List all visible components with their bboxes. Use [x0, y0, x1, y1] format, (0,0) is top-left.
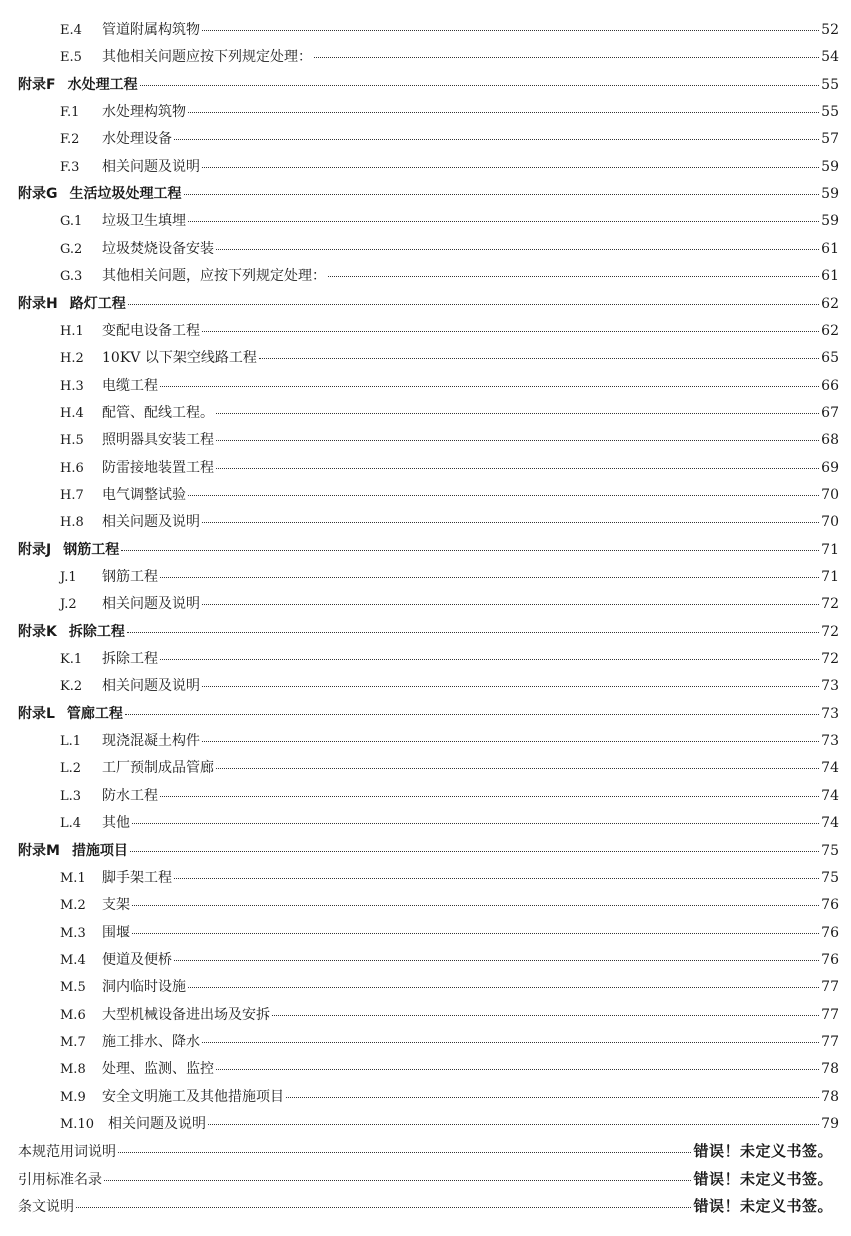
dot-leader [272, 1014, 819, 1016]
toc-section-title [60, 100, 186, 125]
toc-appendix-number: 附录K [18, 623, 57, 640]
toc-section-label: 相关问题及说明 [102, 514, 200, 531]
dot-leader [216, 467, 819, 469]
toc-section-number: M.6 [60, 1007, 86, 1023]
toc-entry[interactable] [60, 264, 839, 288]
toc-section-number: H.1 [60, 323, 84, 339]
toc-entry[interactable] [60, 45, 839, 69]
page-number: 75 [821, 842, 839, 859]
toc-section-number: G.2 [60, 241, 83, 257]
toc-section-label: 拆除工程 [102, 651, 158, 668]
toc-section-title [60, 401, 214, 426]
toc-entry[interactable] [60, 784, 839, 808]
toc-section-title [60, 374, 158, 399]
toc-section-number: H.8 [60, 515, 84, 531]
page-number: 69 [821, 459, 839, 476]
toc-entry[interactable] [60, 374, 839, 398]
toc-entry[interactable] [18, 182, 839, 206]
toc-entry[interactable] [18, 1194, 833, 1218]
toc-section-number: H.4 [60, 405, 84, 421]
dot-leader [125, 713, 819, 715]
toc-section-title [60, 1030, 200, 1055]
toc-section-label: 水处理设备 [102, 131, 172, 148]
dot-leader [216, 1068, 819, 1070]
toc-section-title [60, 1003, 270, 1028]
toc-section-number: M.4 [60, 952, 86, 968]
toc-section-title [60, 1085, 284, 1110]
toc-section-label: 配管、配线工程。 [102, 404, 214, 421]
toc-entry[interactable] [60, 209, 839, 233]
toc-entry[interactable] [18, 620, 839, 644]
toc-section-label: 防水工程 [102, 787, 158, 804]
dot-leader [188, 986, 819, 988]
page-number: 59 [821, 158, 839, 175]
toc-entry[interactable] [60, 1003, 839, 1027]
dot-leader [216, 248, 819, 250]
toc-section-title [60, 784, 158, 809]
toc-section-number: M.7 [60, 1034, 86, 1050]
toc-entry[interactable] [60, 1057, 839, 1081]
toc-section-title [60, 975, 186, 1000]
toc-section-title [60, 428, 214, 453]
toc-appendix-number: 附录M [18, 842, 60, 859]
page-number: 71 [821, 569, 839, 585]
toc-appendix-number: 附录J [18, 541, 52, 558]
toc-entry[interactable] [18, 839, 839, 863]
toc-entry[interactable] [18, 538, 839, 562]
dot-leader [188, 111, 819, 113]
page-number: 79 [821, 1116, 839, 1132]
dot-leader [127, 631, 819, 633]
page-number: 74 [821, 815, 839, 832]
page-number: 77 [821, 1006, 839, 1023]
toc-section-title [60, 921, 130, 946]
dot-leader [216, 767, 819, 769]
toc-section-number: K.1 [60, 652, 83, 668]
toc-section-number: M.8 [60, 1062, 86, 1078]
dot-leader [202, 29, 819, 31]
toc-section-label: 现浇混凝土构件 [102, 733, 200, 750]
page-number: 72 [821, 651, 839, 668]
toc-section-label: 支架 [102, 897, 130, 914]
toc-entry[interactable] [60, 237, 839, 261]
toc-section-title [60, 866, 172, 891]
toc-entry[interactable] [60, 921, 839, 945]
dot-leader [202, 740, 819, 742]
toc-appendix-number: 附录L [18, 705, 55, 722]
toc-section-number: E.5 [60, 50, 82, 66]
toc-section-number: J.2 [60, 597, 77, 613]
page-number: 62 [821, 295, 839, 312]
dot-leader [76, 1206, 691, 1208]
toc-entry[interactable] [60, 127, 839, 151]
toc-entry[interactable] [60, 811, 839, 835]
toc-section-title [60, 565, 158, 590]
page-number: 78 [821, 1088, 839, 1105]
toc-section-title [60, 456, 214, 481]
toc-appendix-label: 生活垃圾处理工程 [69, 186, 182, 203]
page-number: 71 [821, 541, 839, 558]
toc-appendix-label: 管廊工程 [66, 705, 123, 722]
page-number: 76 [821, 951, 839, 968]
page-number: 57 [821, 131, 839, 148]
toc-section-number: J.1 [60, 570, 77, 585]
toc-section-number: M.2 [60, 898, 86, 914]
toc-section-label: 大型机械设备进出场及安拆 [102, 1006, 270, 1023]
page-number: 61 [821, 240, 839, 257]
toc-section-title [60, 647, 158, 672]
toc-entry[interactable] [18, 292, 839, 316]
toc-appendix-label: 拆除工程 [68, 623, 125, 640]
toc-section-label: 其他相关问题，应按下列规定处理： [102, 268, 326, 285]
page-number: 74 [821, 760, 839, 777]
toc-appendix-label: 路灯工程 [69, 295, 126, 312]
dot-leader [174, 877, 819, 879]
toc-section-number: H.5 [60, 433, 84, 449]
toc-entry[interactable] [60, 948, 839, 972]
toc-appendix-label: 钢筋工程 [63, 541, 120, 558]
toc-section-label: 变配电设备工程 [102, 322, 200, 339]
page-number: 61 [821, 268, 839, 285]
toc-section-title [60, 237, 214, 262]
toc-entry[interactable] [18, 73, 839, 97]
toc-section-title [60, 592, 200, 617]
dot-leader [160, 576, 819, 578]
page-number: 67 [821, 404, 839, 421]
page-number: 65 [821, 350, 839, 367]
toc-entry[interactable] [60, 674, 839, 698]
toc-section-title [60, 45, 312, 70]
toc-section-number: M.1 [60, 870, 86, 886]
toc-back-matter-label: 引用标准名录 [18, 1171, 102, 1188]
toc-section-number: G.1 [60, 214, 83, 230]
toc-section-label: 处理、监测、监控 [102, 1061, 214, 1078]
page-number: 59 [821, 186, 839, 203]
page-number: 55 [821, 104, 839, 121]
toc-entry[interactable] [60, 456, 839, 480]
dot-leader [132, 904, 819, 906]
page-number: 75 [821, 869, 839, 886]
toc-section-label: 垃圾焚烧设备安装 [102, 240, 214, 257]
toc-section-title [60, 127, 172, 152]
toc-appendix-number: 附录F [18, 76, 56, 93]
toc-section-label: 照明器具安装工程 [102, 432, 214, 449]
toc-section-title [60, 18, 200, 43]
toc-section-label: 相关问题及说明 [102, 596, 200, 613]
page-number: 72 [821, 623, 839, 640]
toc-section-number: G.3 [60, 269, 83, 285]
dot-leader [118, 1151, 691, 1153]
page-number: 70 [821, 514, 839, 531]
dot-leader [202, 685, 819, 687]
bookmark-error-text: 错误！未定义书签。 [693, 1169, 833, 1188]
toc-section-title [60, 811, 130, 836]
page-number: 73 [821, 733, 839, 750]
toc-appendix-title [18, 620, 125, 644]
toc-section-label: 洞内临时设施 [102, 979, 186, 996]
dot-leader [202, 166, 819, 168]
toc-section-label: 防雷接地装置工程 [102, 459, 214, 476]
page-number: 72 [821, 596, 839, 613]
dot-leader [202, 521, 819, 523]
page-number: 76 [821, 897, 839, 914]
page-number: 77 [821, 979, 839, 996]
toc-section-number: H.2 [60, 351, 84, 367]
toc-entry[interactable] [60, 565, 839, 589]
toc-appendix-title [18, 538, 119, 562]
toc-section-label: 电气调整试验 [102, 486, 186, 503]
dot-leader [104, 1179, 691, 1181]
toc-section-title [60, 729, 200, 754]
toc-section-title [60, 893, 130, 918]
toc-appendix-label: 水处理工程 [67, 76, 138, 93]
toc-section-number: H.3 [60, 378, 84, 394]
toc-section-title [60, 346, 257, 371]
toc-section-label: 垃圾卫生填埋 [102, 213, 186, 230]
toc-entry[interactable] [60, 510, 839, 534]
toc-section-title [60, 674, 200, 699]
toc-entry[interactable] [60, 1085, 839, 1109]
dot-leader [259, 357, 819, 359]
toc-section-label: 其他相关问题应按下列规定处理： [102, 49, 312, 66]
toc-entry[interactable] [60, 756, 839, 780]
toc-section-label: 安全文明施工及其他措施项目 [102, 1088, 284, 1105]
dot-leader [132, 822, 819, 824]
toc-entry[interactable] [60, 483, 839, 507]
page-number: 66 [821, 377, 839, 394]
page-number: 74 [821, 787, 839, 804]
dot-leader [314, 56, 819, 58]
page-number: 62 [821, 322, 839, 339]
page-number: 73 [821, 705, 839, 722]
page-number: 55 [821, 76, 839, 93]
toc-section-label: 管道附属构筑物 [102, 22, 200, 38]
dot-leader [174, 959, 819, 961]
dot-leader [128, 303, 819, 305]
dot-leader [208, 1123, 819, 1125]
toc-section-title [60, 155, 200, 180]
toc-entry[interactable] [60, 1030, 839, 1054]
toc-section-number: E.4 [60, 23, 82, 38]
toc-section-label: 相关问题及说明 [102, 678, 200, 695]
toc-section-label: 便道及便桥 [102, 951, 172, 968]
toc-entry[interactable] [18, 1167, 833, 1191]
bookmark-error-text: 错误！未定义书签。 [693, 1142, 833, 1161]
dot-leader [286, 1096, 819, 1098]
dot-leader [160, 795, 819, 797]
dot-leader [202, 330, 819, 332]
toc-appendix-title [18, 702, 123, 726]
dot-leader [160, 658, 819, 660]
toc-section-label: 其他 [102, 815, 130, 832]
toc-section-label: 10KV 以下架空线路工程 [102, 350, 257, 367]
toc-section-title [60, 1057, 214, 1082]
toc-section-number: F.3 [60, 159, 80, 175]
toc-section-label: 相关问题及说明 [102, 158, 200, 175]
toc-section-label: 电缆工程 [102, 377, 158, 394]
dot-leader [216, 412, 819, 414]
toc-section-label: 围堰 [102, 924, 130, 941]
toc-section-label: 施工排水、降水 [102, 1033, 200, 1050]
toc-entry[interactable] [60, 647, 839, 671]
dot-leader [202, 1041, 819, 1043]
page-number: 78 [821, 1061, 839, 1078]
toc-section-label: 相关问题及说明 [108, 1116, 206, 1132]
dot-leader [174, 138, 819, 140]
toc-entry[interactable] [60, 975, 839, 999]
toc-entry[interactable] [60, 866, 839, 890]
dot-leader [130, 850, 819, 852]
toc-section-number: M.9 [60, 1089, 86, 1105]
toc-entry[interactable] [60, 893, 839, 917]
toc-section-title [60, 948, 172, 973]
toc-entry[interactable] [60, 155, 839, 179]
page-number: 52 [821, 22, 839, 38]
toc-entry[interactable] [18, 1139, 833, 1163]
toc-section-number: L.3 [60, 788, 82, 804]
toc-section-title [60, 264, 326, 289]
dot-leader [188, 494, 819, 496]
toc-section-number: K.2 [60, 679, 83, 695]
dot-leader [160, 385, 819, 387]
toc-section-title [60, 483, 186, 508]
toc-section-number: F.2 [60, 132, 80, 148]
toc-section-number: L.2 [60, 761, 82, 777]
toc-section-title [60, 209, 186, 234]
toc-appendix-label: 措施项目 [71, 842, 128, 859]
page-number: 77 [821, 1033, 839, 1050]
toc-entry[interactable] [18, 702, 839, 726]
toc-section-number: M.3 [60, 925, 86, 941]
toc-entry[interactable] [60, 401, 839, 425]
toc-section-label: 脚手架工程 [102, 869, 172, 886]
page-number: 76 [821, 924, 839, 941]
page-number: 73 [821, 678, 839, 695]
toc-entry[interactable] [60, 428, 839, 452]
toc-entry[interactable] [60, 729, 839, 753]
page-number: 59 [821, 213, 839, 230]
toc-entry[interactable] [60, 100, 839, 124]
toc-section-number: L.1 [60, 734, 82, 750]
page-number: 68 [821, 432, 839, 449]
toc-appendix-number: 附录G [18, 186, 58, 203]
toc-back-matter-label: 条文说明 [18, 1199, 74, 1216]
toc-entry[interactable] [60, 592, 839, 616]
toc-back-matter-label: 本规范用词说明 [18, 1144, 116, 1161]
toc-section-label: 水处理构筑物 [102, 104, 186, 121]
dot-leader [121, 549, 819, 551]
toc-entry[interactable] [60, 18, 839, 42]
dot-leader [202, 603, 819, 605]
toc-section-title [60, 510, 200, 535]
toc-section-number: M.10 [60, 1117, 94, 1132]
toc-section-number: H.6 [60, 460, 84, 476]
toc-entry[interactable] [60, 346, 839, 370]
toc-section-title [60, 319, 200, 344]
dot-leader [328, 275, 819, 277]
toc-entry[interactable] [60, 319, 839, 343]
dot-leader [188, 220, 819, 222]
toc-section-number: M.5 [60, 980, 86, 996]
dot-leader [132, 932, 819, 934]
toc-section-label: 钢筋工程 [102, 569, 158, 585]
toc-section-number: L.4 [60, 816, 82, 832]
toc-section-label: 工厂预制成品管廊 [102, 760, 214, 777]
dot-leader [184, 193, 820, 195]
toc-appendix-title [18, 73, 138, 97]
toc-appendix-title [18, 839, 128, 863]
toc-section-title [60, 756, 214, 781]
toc-section-number: H.7 [60, 487, 84, 503]
bookmark-error-text: 错误！未定义书签。 [693, 1197, 833, 1216]
dot-leader [140, 84, 820, 86]
toc-appendix-title [18, 292, 126, 316]
page-number: 70 [821, 486, 839, 503]
toc-section-number: F.1 [60, 105, 80, 121]
toc-entry[interactable] [60, 1112, 839, 1136]
toc-appendix-title [18, 182, 182, 206]
toc-appendix-number: 附录H [18, 295, 58, 312]
page-number: 54 [821, 49, 839, 66]
toc-section-title [60, 1112, 206, 1137]
dot-leader [216, 439, 819, 441]
